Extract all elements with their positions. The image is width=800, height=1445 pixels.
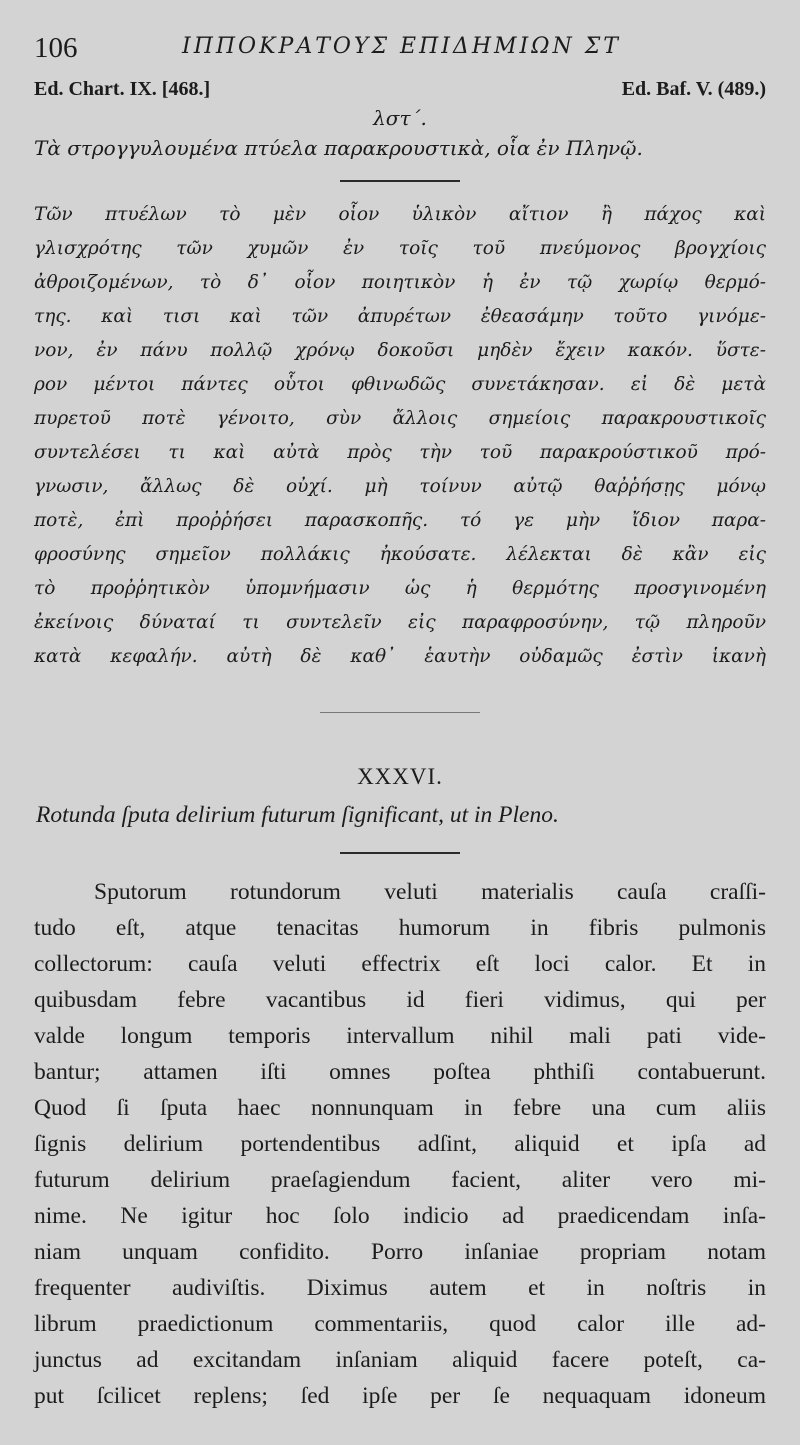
latin-line: niam unquam confidito. Porro inſaniae propriam notam [34, 1239, 766, 1265]
latin-line: futurum delirium praeſagiendum facient, aliter vero mi- [34, 1167, 766, 1193]
greek-line: ἐκείνοις δύναταί τι συντελεῖν εἰς παραφροσύνην, τῷ πληροῦν [34, 612, 766, 633]
latin-line: put ſcilicet replens; ſed ipſe per ſe nequaquam idoneum [34, 1383, 766, 1409]
greek-line: πυρετοῦ ποτὲ γένοιτο, σὺν ἄλλοις σημείοις παρακρουστικοῖς [34, 408, 766, 429]
latin-line: nime. Ne igitur hoc ſolo indicio ad praedicendam inſa- [34, 1203, 766, 1229]
latin-line: tudo eſt, atque tenacitas humorum in fibris pulmonis [34, 915, 766, 941]
greek-line: Τῶν πτυέλων τὸ μὲν οἷον ὑλικὸν αἴτιον ἢ πάχος καὶ [34, 204, 766, 225]
greek-section-number: λστ΄. [373, 106, 427, 130]
latin-line: junctus ad excitandam inſaniam aliquid facere poteſt, ca- [34, 1347, 766, 1373]
greek-line: ποτὲ, ἐπὶ προῤῥήσει παρασκοπῆς. τό γε μὴν ἴδιον παρα- [34, 510, 766, 531]
greek-line: τὸ προῤῥητικὸν ὑπομνήμασιν ὡς ἡ θερμότης προσγινομένη [34, 578, 766, 599]
running-title: ΙΠΠΟΚΡΑΤΟΥΣ ΕΠΙΔΗΜΙΩΝ ΣΤ [182, 34, 621, 59]
greek-line: νον, ἐν πάνυ πολλῷ χρόνῳ δοκοῦσι μηδὲν ἔχειν κακόν. ὕστε- [34, 340, 766, 361]
greek-line: γλισχρότης τῶν χυμῶν ἐν τοῖς τοῦ πνεύμονος βρογχίοις [34, 238, 766, 259]
latin-section-number: XXXVI. [357, 764, 443, 789]
latin-line: Quod ſi ſputa haec nonnunquam in febre una cum aliis [34, 1095, 766, 1121]
greek-line: γνωσιν, ἄλλως δὲ οὐχί. μὴ τοίνυν αὐτῷ θαῤῥήσῃς μόνῳ [34, 476, 766, 497]
section-divider [320, 712, 480, 713]
latin-line: Sputorum rotundorum veluti materialis cauſa craſſi- [94, 879, 766, 905]
greek-line: φροσύνης σημεῖον πολλάκις ἠκούσατε. λέλεκται δὲ κἂν εἰς [34, 544, 766, 565]
greek-line: κατὰ κεφαλήν. αὐτὴ δὲ καθ᾽ ἑαυτὴν οὐδαμῶς ἐστὶν ἱκανὴ [34, 646, 766, 667]
greek-line: της. καὶ τισι καὶ τῶν ἀπυρέτων ἐθεασάμην τοῦτο γινόμε- [34, 306, 766, 327]
latin-section-title: Rotunda ſputa delirium futurum ſignificant, ut in Pleno. [36, 802, 559, 828]
latin-title-rule [340, 852, 460, 854]
page-number: 106 [34, 32, 78, 64]
latin-line: bantur; attamen iſti omnes poſtea phthiſi contabuerunt. [34, 1059, 766, 1085]
greek-line: συντελέσει τι καὶ αὐτὰ πρὸς τὴν τοῦ παρακρούστικοῦ πρό- [34, 442, 766, 463]
edition-reference-left: Ed. Chart. IX. [468.] [34, 78, 211, 100]
latin-line: frequenter audiviſtis. Diximus autem et in noſtris in [34, 1275, 766, 1301]
edition-reference-right: Ed. Baf. V. (489.) [621, 78, 766, 100]
latin-line: librum praedictionum commentariis, quod calor ille ad- [34, 1311, 766, 1337]
greek-title-rule [340, 180, 460, 182]
greek-line: ρον μέντοι πάντες οὗτοι φθινωδῶς συνετάκησαν. εἰ δὲ μετὰ [34, 374, 766, 395]
latin-line: valde longum temporis intervallum nihil mali pati vide- [34, 1023, 766, 1049]
latin-line: ſignis delirium portendentibus adſint, aliquid et ipſa ad [34, 1131, 766, 1157]
latin-line: quibusdam febre vacantibus id fieri vidimus, qui per [34, 987, 766, 1013]
greek-line: ἀθροιζομένων, τὸ δ᾽ οἷον ποιητικὸν ἡ ἐν τῷ χωρίῳ θερμό- [34, 272, 766, 293]
greek-section-title: Τὰ στρογγυλουμένα πτύελα παρακρουστικὰ, οἷα ἐν Πληνῷ. [34, 136, 643, 160]
latin-line: collectorum: cauſa veluti effectrix eſt loci calor. Et in [34, 951, 766, 977]
